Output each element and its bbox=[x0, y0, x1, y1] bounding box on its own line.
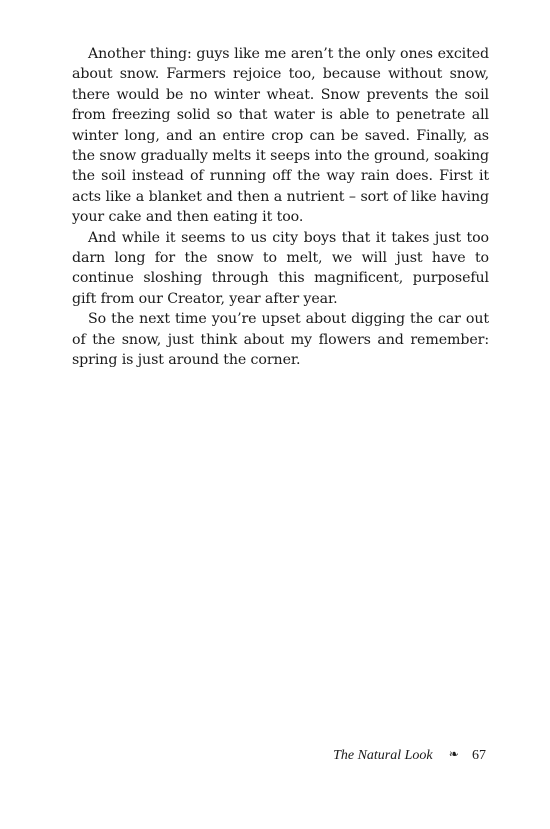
page-number: 67 bbox=[472, 748, 486, 763]
paragraph-farmers: Another thing: guys like me aren’t the only ones excited about snow. Farmers rejoice too, because without snow, there would be no winter wheat. Snow prevents the soil from freezing solid so that water is able to penetrate all winter long, and an entire crop can be saved. Finally, as the snow gradually melts it seeps into the ground, soaking the soil instead of running off the way rain does. First it acts like a blanket and then a nutrient – sort of like having your cake and then eating it too. bbox=[72, 46, 489, 226]
paragraph-spring: So the next time you’re upset about digging the car out of the snow, just think about my flowers and remember: spring is just around the corner. bbox=[72, 311, 489, 369]
paragraph-city-boys: And while it seems to us city boys that it takes just too darn long for the snow to melt, we will just have to continue sloshing through this magnificent, purposeful gift from our Creator, year after year. bbox=[72, 229, 489, 307]
fleuron-icon: ❧ bbox=[448, 747, 459, 761]
body-text bbox=[72, 44, 489, 371]
running-title: The Natural Look bbox=[333, 748, 433, 763]
page-footer bbox=[0, 745, 486, 765]
